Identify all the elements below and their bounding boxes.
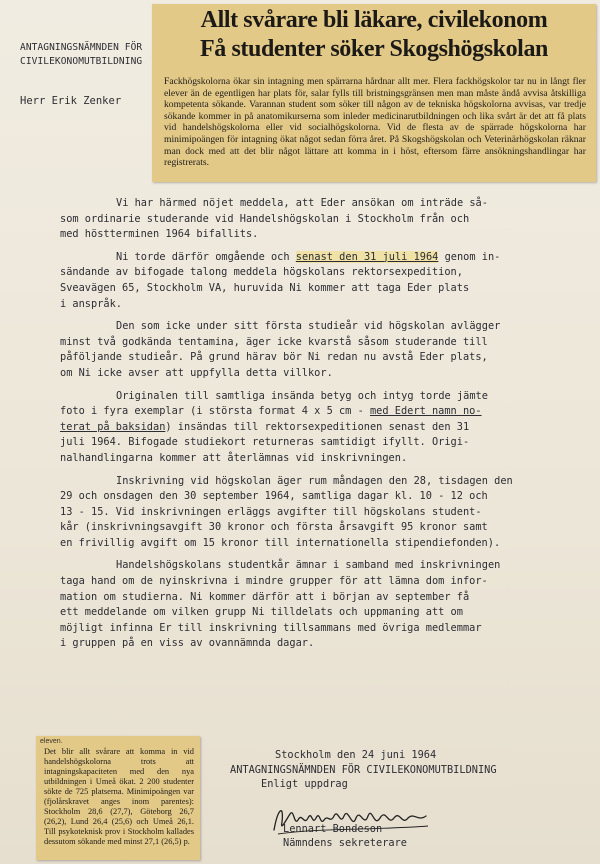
clipping-fragment-body: Det blir allt svårare att komma in vid handelshögskolorna trots att intagningskapaciteten med den nya utbildningen i Umeå ökat. 2 200 studenter sökte de 725 platserna. Minimipoängen var (fjolårskravet anges inom parentes): Stockholm 28,6 (27,7), Göteborg 26,7 (26,2), Lund 26,4 (25,6) och Umeå 26,1. Till psykoteknisk prov i Stockholm kallades dessutom sökande med minst 27,1 (26,5) p. <box>44 747 194 846</box>
text-line: taga hand om de nyinskrivna i mindre grupper för att lämna dom infor- <box>60 575 488 588</box>
underlined-text: terat på baksidan <box>60 420 166 433</box>
newspaper-clipping-top <box>152 4 596 182</box>
text-line: som ordinarie studerande vid Handelshögskolan i Stockholm från och <box>60 212 470 225</box>
paragraph-documents <box>60 389 560 467</box>
clipping-body-text: Fackhögskolorna ökar sin intagning men spärrarna hårdnar allt mer. Flera fackhögskolor tar nu in långt fler elever än de egentligen har plats för, salar fylls till bristningsgränsen men man måste ändå avvisa åtskilliga kompetenta sökande. Varannan student som söker till någon av de tekniska högskolorna avvisas, var tredje sökande kommer in på anatomikurserna som inleder medicinarutbildningen och lika svårt är det att få plats vid handelshögskolorna eller vid socialhögskolorna. Vid de flesta av de spärrade högskolorna har minimipoängen för intagning ökat något sedan förra året. På Skogshögskolan och Veterinärhögskolan räknar man dock med att det blir något lättare att komma in i höst, eftersom färre ansökningshandlingar har registrerats. <box>164 76 586 169</box>
signer-title: Nämndens sekreterare <box>283 837 407 849</box>
paragraph-deadline <box>60 250 560 312</box>
letterhead-line-1: ANTAGNINGSNÄMNDEN FÖR <box>20 42 143 53</box>
text-segment: genom in- <box>438 250 501 263</box>
text-line: Inskrivning vid högskolan äger rum måndagen den 28, tisdagen den <box>116 474 513 487</box>
text-line: juli 1964. Bifogade studiekort returneras samtidigt ifyllt. Origi- <box>60 436 470 449</box>
text-segment: Ni torde därför omgående och <box>116 250 296 263</box>
text-line <box>60 250 560 266</box>
signing-organization: ANTAGNINGSNÄMNDEN FÖR CIVILEKONOMUTBILDNING <box>230 763 497 776</box>
text-line: 29 och onsdagen den 30 september 1964, samtliga dagar kl. 10 - 12 och <box>60 490 488 503</box>
underlined-text: med Edert namn no- <box>369 405 482 418</box>
clipping-headline-1: Allt svårare bli läkare, civilekonom <box>200 7 548 33</box>
text-segment: ) insändas till rektorsexpeditionen senast den 31 <box>165 420 470 433</box>
signer-name: Lennart Bondeson <box>283 822 383 835</box>
text-line: Vi har härmed nöjet meddela, att Eder ansökan om inträde så- <box>116 197 488 209</box>
text-line: Den som icke under sitt första studieår vid högskolan avlägger <box>116 320 501 333</box>
text-line: i anspråk. <box>60 297 122 310</box>
paragraph-exams <box>60 319 560 381</box>
letterhead <box>20 41 142 69</box>
text-line: ett meddelande om vilken grupp Ni tilldelats och uppmaning att om <box>60 606 463 619</box>
text-line <box>60 420 560 436</box>
paragraph-student-union <box>60 558 560 652</box>
paragraph-admission <box>60 196 560 243</box>
place-date: Stockholm den 24 juni 1964 <box>275 749 437 761</box>
text-line: Handelshögskolans studentkår ämnar i samband med inskrivningen <box>116 559 501 572</box>
paragraph-registration <box>60 474 560 552</box>
text-line: Sveavägen 65, Stockholm VA, huruvida Ni kommer att taga Eder plats <box>60 281 470 294</box>
text-line: i gruppen på en viss av ovannämnda dagar. <box>60 637 315 650</box>
text-line: kår (inskrivningsavgift 30 kronor och första årsavgift 95 kronor samt <box>60 521 488 534</box>
text-line: påföljande studieår. På grund härav bör Ni redan nu avstå Eder plats, <box>60 351 488 364</box>
handwritten-signature <box>268 800 438 840</box>
text-line <box>60 404 560 420</box>
text-line: sändande av bifogade talong meddela högskolans rektorsexpedition, <box>60 266 463 279</box>
text-line: om Ni icke avser att uppfylla detta villkor. <box>60 366 333 379</box>
text-line: möjligt infinna Er till inskrivning tillsammans med övriga medlemmar <box>60 621 482 634</box>
text-line: en frivillig avgift om 15 kronor till internationella stipendiefonden). <box>60 536 501 549</box>
clipping-headline-2: Få studenter söker Skogshögskolan <box>200 36 548 62</box>
text-segment: foto i fyra exemplar (i största format 4 x 5 cm - <box>60 405 370 418</box>
newspaper-clipping-bottom <box>36 736 200 860</box>
letter-body <box>60 196 560 659</box>
text-line: 13 - 15. Vid inskrivningen erläggs avgifter till högskolans student- <box>60 505 482 518</box>
recipient-name: Herr Erik Zenker <box>20 95 122 107</box>
text-line: med höstterminen 1964 bifallits. <box>60 228 259 241</box>
clipping-fragment-head: eleven. <box>40 738 63 745</box>
letterhead-line-2: CIVILEKONOMUTBILDNING <box>20 56 143 67</box>
text-line: Originalen till samtliga insända betyg och intyg torde jämte <box>116 389 488 402</box>
text-line: minst två godkända tentamina, äger icke kvarstå såsom studerande till <box>60 335 488 348</box>
text-line: nalhandlingarna kommer att återlämnas vid inskrivningen. <box>60 451 408 464</box>
text-line: mation om studierna. Ni kommer därför att i början av september få <box>60 590 470 603</box>
on-behalf-line: Enligt uppdrag <box>261 778 348 790</box>
deadline-highlight: senast den 31 juli 1964 <box>295 250 439 263</box>
